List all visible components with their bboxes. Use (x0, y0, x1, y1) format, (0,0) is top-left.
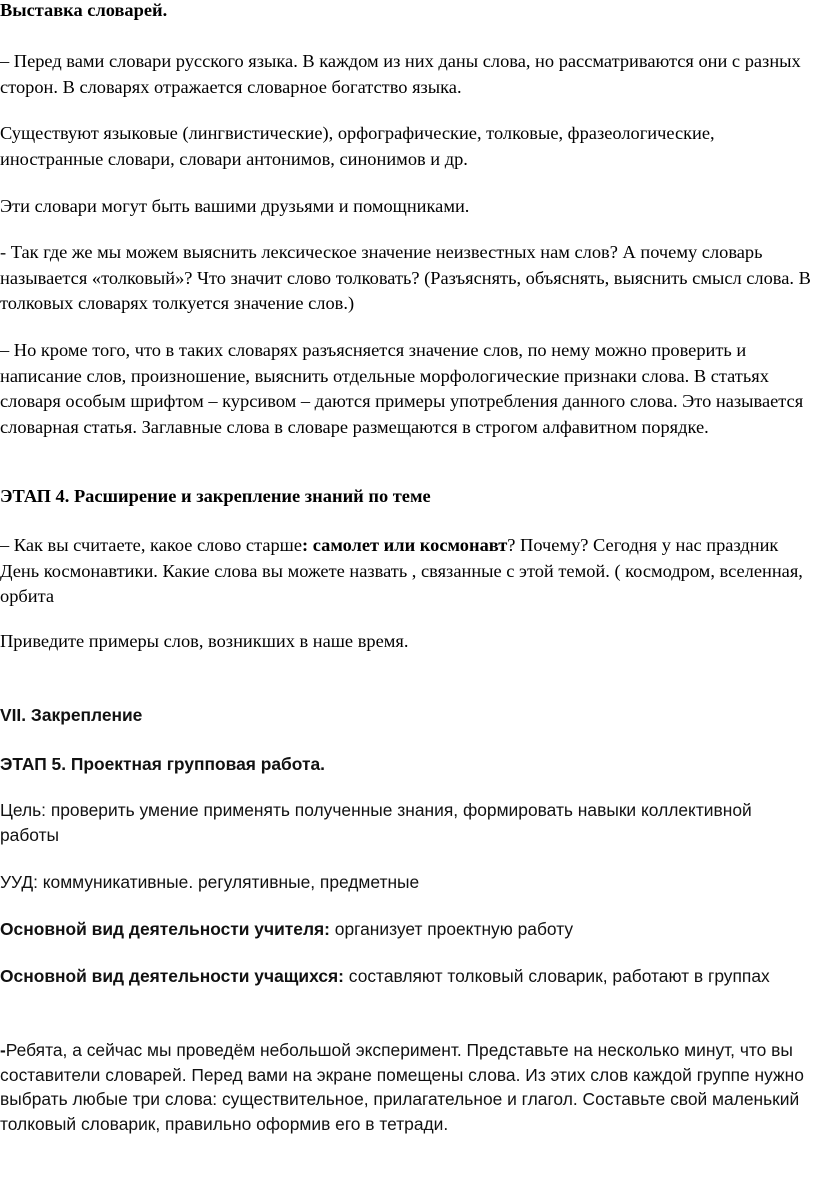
question-text-end: ? Почему? Сегодня у нас праздник День космонавтики. Какие слова вы можете назвать , связанные с этой темой. ( космодром, вселенная, орбита (0, 535, 803, 607)
experiment-text: Ребята, а сейчас мы проведём небольшой эксперимент. Представьте на несколько минут, что вы составители словарей. Перед вами на экране помещены слова. Из этих слов каждой группе нужно выбрать любые три слова: существительное, прилагательное и глагол. Составьте свой маленький толковый словарик, правильно оформив его в тетради. (0, 1040, 804, 1134)
stage-4-heading-text: ЭТАП 4. Расширение и закрепление знаний по теме (0, 486, 431, 506)
stage-5-heading (0, 752, 814, 777)
students-activity-label: Основной вид деятельности учащихся: (0, 966, 344, 986)
teacher-activity-label: Основной вид деятельности учителя: (0, 919, 330, 939)
paragraph-students-activity (0, 964, 814, 989)
question-bold-words: : самолет или космонавт (302, 535, 508, 555)
paragraph-examples: Приведите примеры слов, возникших в наше время. (0, 631, 409, 651)
section-7-heading-text: VII. Закрепление (0, 705, 143, 725)
section-7-heading (0, 703, 814, 728)
paragraph-dictionary-article: – Но кроме того, что в таких словарях разъясняется значение слов, по нему можно проверить и написание слов, произношение, выяснить отдельные морфологические признаки слова. В статьях словаря особым шрифтом – курсивом – даются примеры употребления данного слова. Это называется словарная статья. Заглавные слова в словаре размещаются в строгом алфавитном порядке. (0, 340, 804, 438)
section-title (0, 0, 814, 24)
paragraph-dictionary-types: Существуют языковые (лингвистические), орфографические, толковые, фразеологические, иностранные словари, словари антонимов, синонимов и др. (0, 123, 715, 169)
paragraph-lexical-meaning: - Так где же мы можем выяснить лексическое значение неизвестных нам слов? А почему словарь называется «толковый»? Что значит слово толковать? (Разъяснять, объяснять, выяснить смысл слова. В толковых словарях толкуется значение слов.) (0, 242, 811, 314)
paragraph-question (0, 533, 814, 610)
teacher-activity-text: организует проектную работу (329, 919, 574, 939)
section-title-text: Выставка словарей. (0, 0, 168, 20)
stage-5-heading-text: ЭТАП 5. Проектная групповая работа. (0, 754, 325, 774)
students-activity-text: составляют толковый словарик, работают в группах (343, 966, 770, 986)
paragraph-goal: Цель: проверить умение применять полученные знания, формировать навыки коллективной работы (0, 800, 752, 845)
paragraph-experiment (0, 1038, 814, 1136)
question-text-start: – Как вы считаете, какое слово старше (0, 535, 303, 555)
stage-4-heading (0, 484, 814, 510)
paragraph-helpers: Эти словари могут быть вашими друзьями и помощниками. (0, 196, 470, 216)
experiment-dash: - (0, 1040, 6, 1060)
paragraph-uud: УУД: коммуникативные. регулятивные, предметные (0, 872, 420, 892)
paragraph-teacher-activity (0, 917, 814, 942)
paragraph-intro: – Перед вами словари русского языка. В каждом из них даны слова, но рассматриваются они с разных сторон. В словарях отражается словарное богатство языка. (0, 51, 801, 97)
